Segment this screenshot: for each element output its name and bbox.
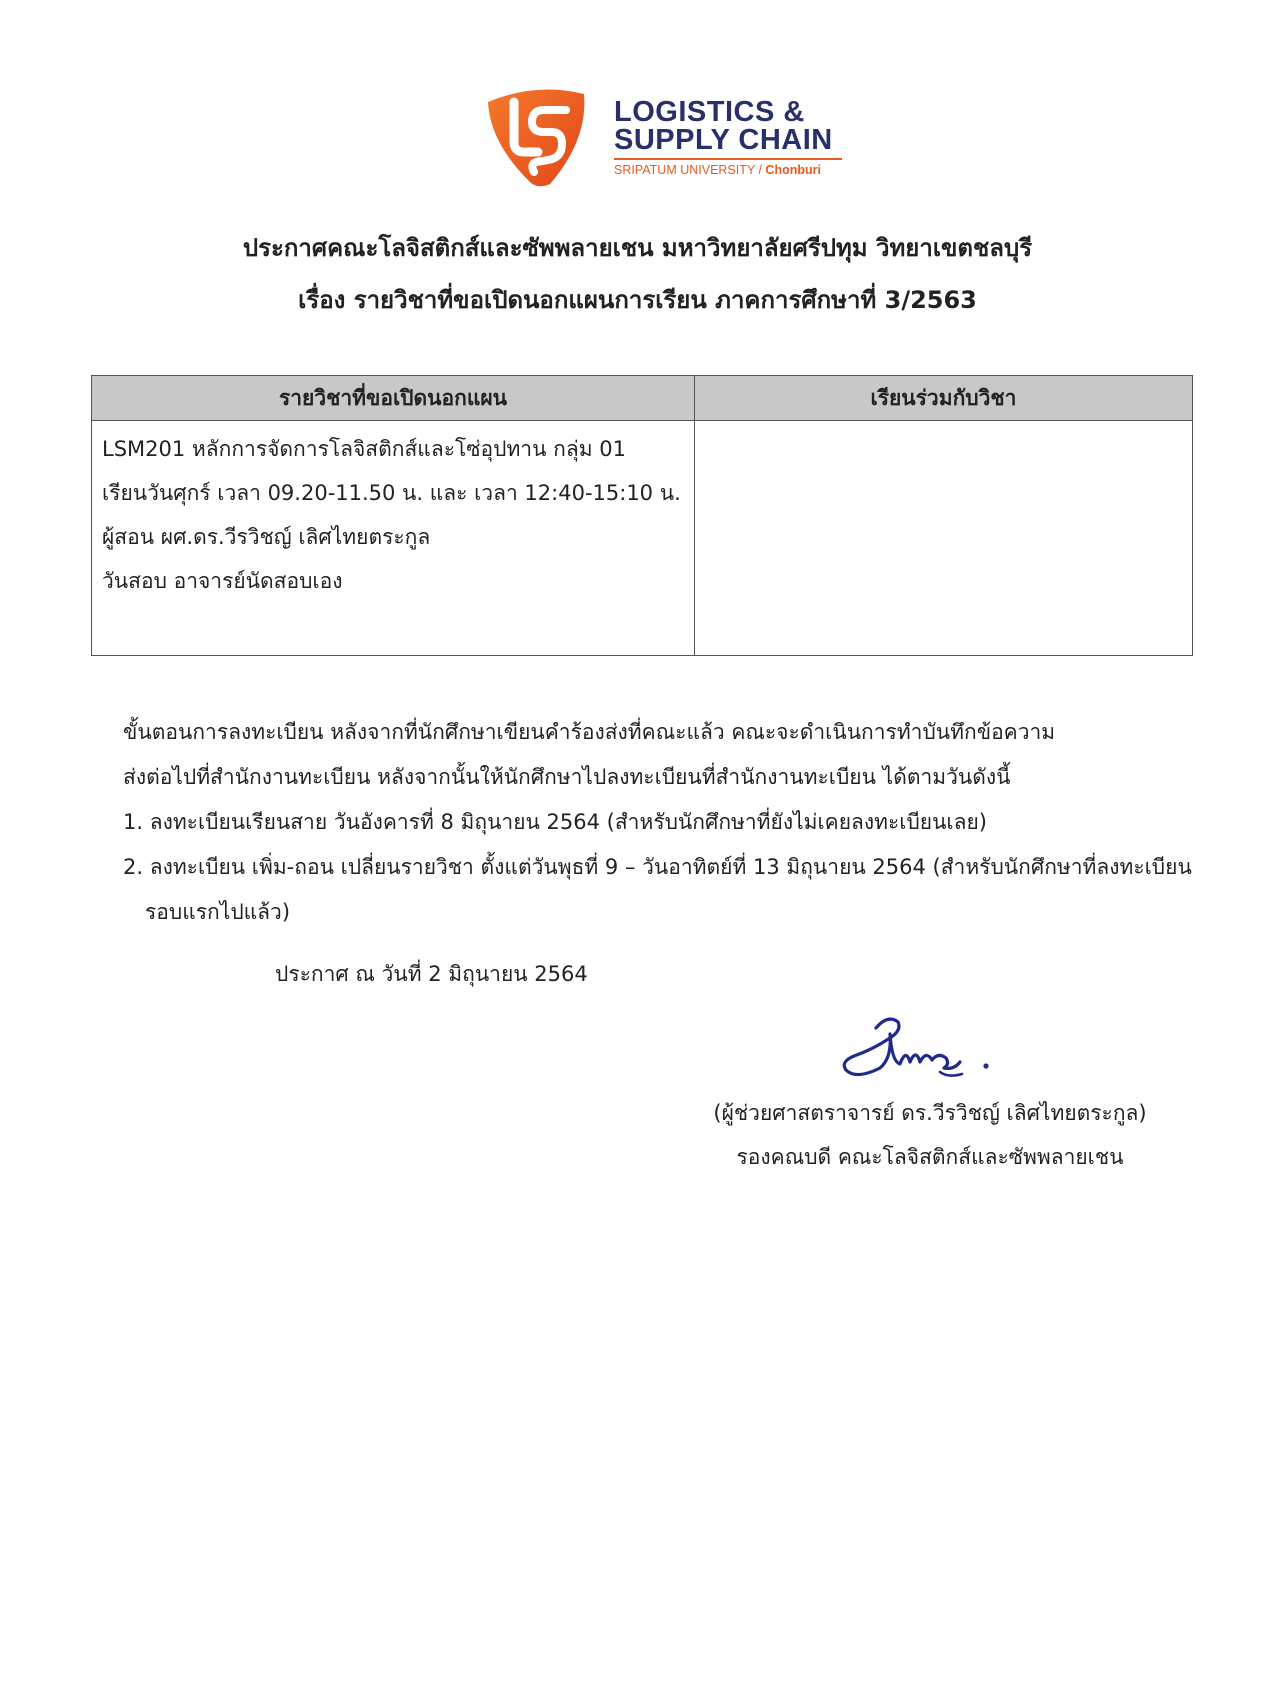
course-table [91, 375, 1193, 656]
announcement-subject: เรื่อง รายวิชาที่ขอเปิดนอกแผนการเรียน ภาคการศึกษาที่ 3/2563 [298, 286, 977, 314]
announcement-title: ประกาศคณะโลจิสติกส์และซัพพลายเชน มหาวิทยาลัยศรีปทุม วิทยาเขตชลบุรี [242, 234, 1033, 262]
logo-line-logistics: LOGISTICS & [614, 96, 805, 128]
logo-campus-name: Chonburi [765, 163, 821, 177]
procedure-item-1: 1. ลงทะเบียนเรียนสาย วันอังคารที่ 8 มิถุนายน 2564 (สำหรับนักศึกษาที่ยังไม่เคยลงทะเบียนเลย) [123, 810, 987, 834]
signatory-name: (ผู้ช่วยศาสตราจารย์ ดร.วีรวิชญ์ เลิศไทยตระกูล) [713, 1101, 1147, 1125]
announcement-date: ประกาศ ณ วันที่ 2 มิถุนายน 2564 [275, 962, 588, 986]
logo-university [614, 163, 854, 177]
logo-wordmark [614, 98, 854, 177]
header-course-outside-plan: รายวิชาที่ขอเปิดนอกแผน [92, 376, 695, 421]
course-code-name: LSM201 หลักการจัดการโลจิสติกส์และโซ่อุปทาน กลุ่ม 01 [102, 437, 626, 461]
procedure-item-2-continued: รอบแรกไปแล้ว) [145, 900, 291, 924]
procedure-item-2: 2. ลงทะเบียน เพิ่ม-ถอน เปลี่ยนรายวิชา ตั้งแต่วันพุธที่ 9 – วันอาทิตย์ที่ 13 มิถุนายน 2564 (สำหรับนักศึกษาที่ลงทะเบียน [123, 855, 1192, 879]
course-exam-date: วันสอบ อาจารย์นัดสอบเอง [102, 569, 343, 593]
joint-course-cell [695, 421, 1193, 656]
ls-logo-mark-icon [480, 80, 592, 192]
table-header-row [92, 376, 1193, 421]
signatory-position: รองคณบดี คณะโลจิสติกส์และซัพพลายเชน [736, 1145, 1124, 1169]
course-detail-cell [92, 421, 695, 656]
course-instructor: ผู้สอน ผศ.ดร.วีรวิชญ์ เลิศไทยตระกูล [102, 525, 431, 549]
logo-university-name: SRIPATUM UNIVERSITY / [614, 163, 766, 177]
table-row [92, 421, 1193, 656]
faculty-logo [480, 80, 850, 192]
logo-divider [614, 158, 842, 160]
logo-line-supply-chain: SUPPLY CHAIN [614, 124, 833, 156]
procedure-line-1: ขั้นตอนการลงทะเบียน หลังจากที่นักศึกษาเขียนคำร้องส่งที่คณะแล้ว คณะจะดำเนินการทำบันทึกข้อความ [123, 720, 1056, 744]
registration-procedure [123, 710, 1203, 935]
header-joint-course: เรียนร่วมกับวิชา [695, 376, 1193, 421]
signature-icon [836, 1008, 1026, 1092]
course-schedule: เรียนวันศุกร์ เวลา 09.20-11.50 น. และ เวลา 12:40-15:10 น. [102, 481, 681, 505]
procedure-line-2: ส่งต่อไปที่สำนักงานทะเบียน หลังจากนั้นให้นักศึกษาไปลงทะเบียนที่สำนักงานทะเบียน ได้ตามวันดังนี้ [123, 765, 1011, 789]
